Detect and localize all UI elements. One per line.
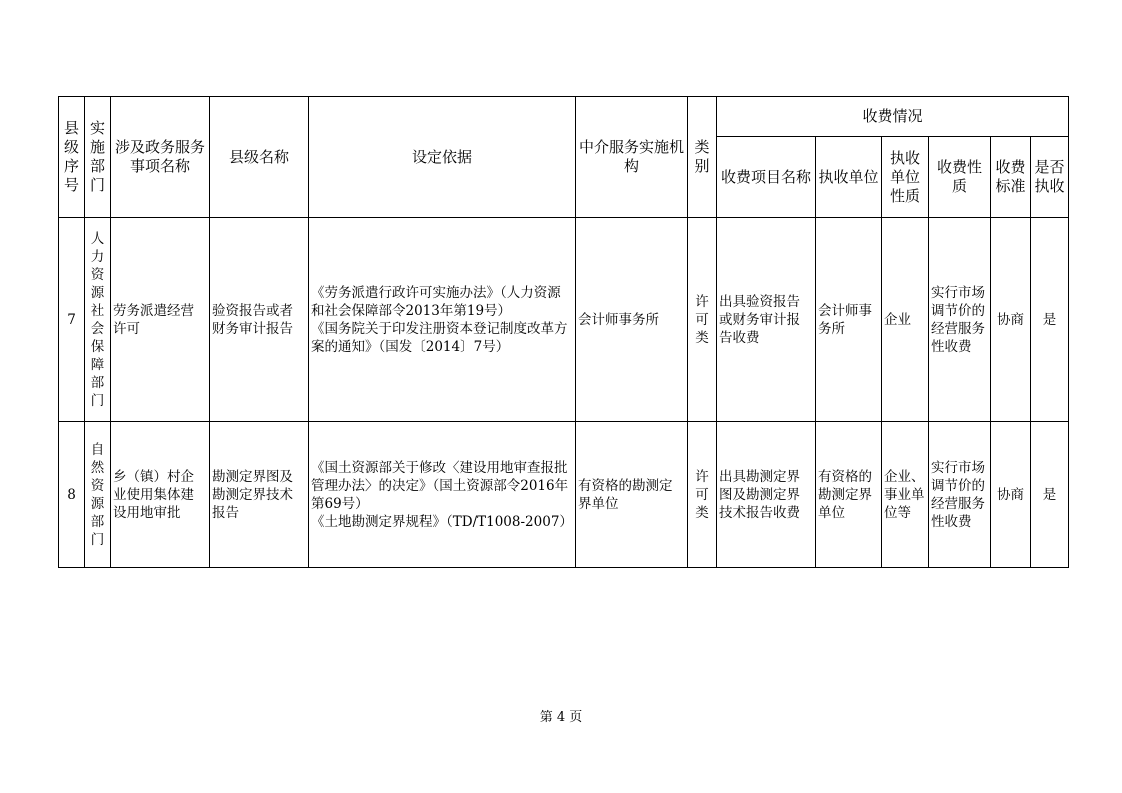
cell-collected: 是: [1031, 422, 1069, 568]
cell-category: 许可类: [688, 422, 717, 568]
cell-collector-nature: 企业: [882, 218, 929, 422]
cell-category: 许可类: [688, 218, 717, 422]
header-row-1: [59, 97, 1069, 137]
header-fee-group: 收费情况: [717, 97, 1069, 137]
header-fee-nature: 收费性质: [929, 137, 991, 218]
header-dept: 实施部门: [85, 97, 111, 218]
cell-collected: 是: [1031, 218, 1069, 422]
cell-fee-item: 出具验资报告或财务审计报告收费: [717, 218, 816, 422]
cell-dept: 自然资源部门: [85, 422, 111, 568]
cell-seq: 7: [59, 218, 85, 422]
cell-collector-nature: 企业、事业单位等: [882, 422, 929, 568]
cell-collector: 会计师事务所: [816, 218, 882, 422]
header-collector-nature: 执收单位性质: [882, 137, 929, 218]
header-fee-item: 收费项目名称: [717, 137, 816, 218]
cell-basis: 《国土资源部关于修改〈建设用地审查报批管理办法〉的决定》（国土资源部令2016年第69号） 《土地勘测定界规程》（TD/T1008-2007）: [309, 422, 576, 568]
header-agency: 中介服务实施机构: [576, 97, 688, 218]
cell-collector: 有资格的勘测定界单位: [816, 422, 882, 568]
cell-basis: 《劳务派遣行政许可实施办法》（人力资源和社会保障部令2013年第19号） 《国务院关于印发注册资本登记制度改革方案的通知》（国发〔2014〕7号）: [309, 218, 576, 422]
cell-fee-standard: 协商: [991, 218, 1031, 422]
table-row: [59, 422, 1069, 568]
header-item: 涉及政务服务事项名称: [111, 97, 210, 218]
header-basis: 设定依据: [309, 97, 576, 218]
cell-agency: 有资格的勘测定界单位: [576, 422, 688, 568]
header-fee-standard: 收费标准: [991, 137, 1031, 218]
cell-dept: 人力资源社会保障部门: [85, 218, 111, 422]
header-collected: 是否执收: [1031, 137, 1069, 218]
cell-county-name: 验资报告或者财务审计报告: [210, 218, 309, 422]
header-collector: 执收单位: [816, 137, 882, 218]
header-category: 类别: [688, 97, 717, 218]
cell-item: 劳务派遣经营许可: [111, 218, 210, 422]
cell-seq: 8: [59, 422, 85, 568]
fee-table: [58, 96, 1069, 568]
cell-agency: 会计师事务所: [576, 218, 688, 422]
cell-fee-nature: 实行市场调节价的经营服务性收费: [929, 218, 991, 422]
cell-fee-item: 出具勘测定界图及勘测定界技术报告收费: [717, 422, 816, 568]
cell-item: 乡（镇）村企业使用集体建设用地审批: [111, 422, 210, 568]
table-row: [59, 218, 1069, 422]
cell-fee-nature: 实行市场调节价的经营服务性收费: [929, 422, 991, 568]
cell-fee-standard: 协商: [991, 422, 1031, 568]
header-county-name: 县级名称: [210, 97, 309, 218]
header-seq: 县级序号: [59, 97, 85, 218]
cell-county-name: 勘测定界图及勘测定界技术报告: [210, 422, 309, 568]
page-number: 第 4 页: [539, 710, 583, 725]
